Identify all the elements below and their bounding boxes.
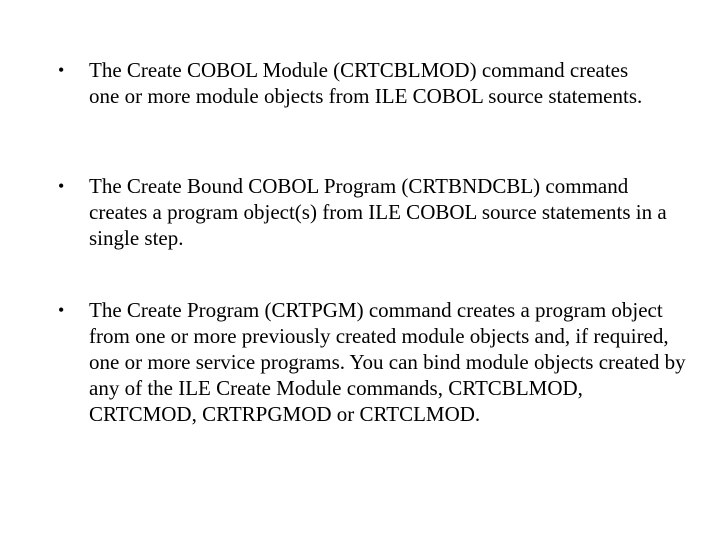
bullet-marker: • xyxy=(58,60,65,80)
bullet-marker: • xyxy=(58,300,65,320)
bullet-text: The Create Program (CRTPGM) command creates a program object from one or more previously created module objects and, if required, one or more service programs. You can bind module objects created by any of the ILE Create Module commands, CRTCBLMOD, CRTCMOD, CRTRPGMOD or CRTCLMOD. xyxy=(89,298,686,426)
bullet-item-crtpgm xyxy=(58,297,689,427)
bullet-item-crtcblmod xyxy=(58,57,658,109)
bullet-item-crtbndcbl xyxy=(58,173,689,251)
bullet-marker: • xyxy=(58,176,65,196)
bullet-list xyxy=(58,57,686,426)
bullet-text: The Create COBOL Module (CRTCBLMOD) command creates one or more module objects from ILE COBOL source statements. xyxy=(89,58,643,108)
bullet-text: The Create Bound COBOL Program (CRTBNDCBL) command creates a program object(s) from ILE COBOL source statements in a single step. xyxy=(89,174,667,250)
